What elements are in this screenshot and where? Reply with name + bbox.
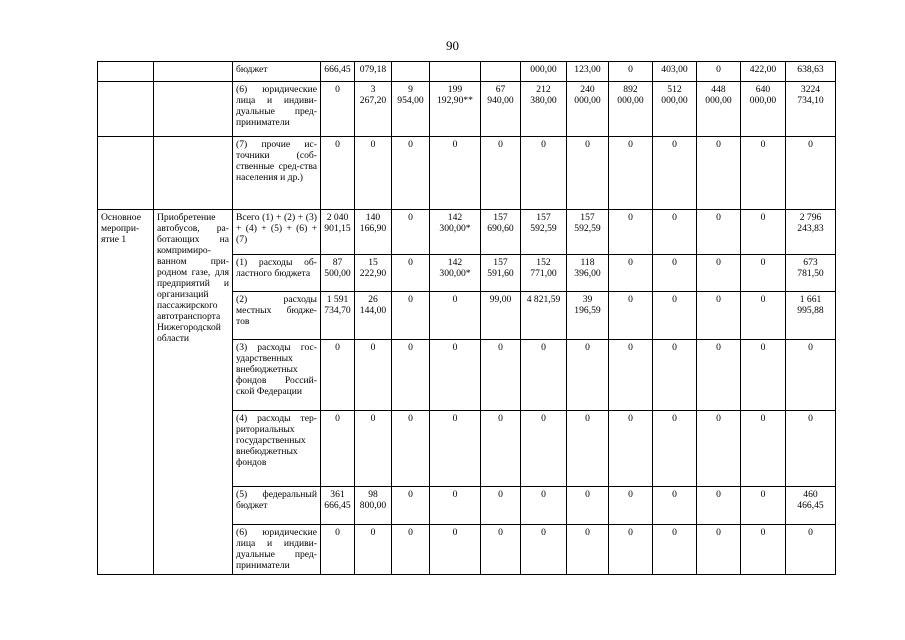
value-cell: 0 — [741, 255, 786, 292]
value-cell: 0 — [697, 411, 741, 487]
value-cell: 157 592,59 — [521, 210, 567, 255]
table-row — [98, 62, 836, 82]
empty-cell — [98, 137, 154, 210]
value-cell: 640 000,00 — [741, 82, 786, 137]
value-cell: 152 771,00 — [521, 255, 567, 292]
value-cell: 87 500,00 — [321, 255, 355, 292]
budget-table — [97, 61, 836, 575]
value-cell: 361 666,45 — [321, 487, 355, 525]
value-cell: 0 — [430, 340, 481, 411]
value-cell: 240 000,00 — [567, 82, 609, 137]
row-label: (5) федеральный бюджет — [233, 487, 321, 525]
value-cell — [430, 62, 481, 82]
value-cell: 98 800,00 — [355, 487, 392, 525]
value-cell: 422,00 — [741, 62, 786, 82]
value-cell: 0 — [609, 255, 653, 292]
value-cell: 0 — [321, 137, 355, 210]
row-label: Всего (1) + (2) + (3) + (4) + (5) + (6) + (7) — [233, 210, 321, 255]
value-cell — [481, 62, 521, 82]
event-title: Основное меропри-ятие 1 — [98, 210, 154, 575]
value-cell: 0 — [609, 210, 653, 255]
value-cell: 140 166,90 — [355, 210, 392, 255]
empty-cell — [98, 82, 154, 137]
row-label: (2) расходы местных бюдже-тов — [233, 292, 321, 340]
value-cell: 0 — [521, 525, 567, 575]
value-cell: 0 — [609, 487, 653, 525]
value-cell: 0 — [392, 411, 430, 487]
value-cell: 118 396,00 — [567, 255, 609, 292]
value-cell: 0 — [567, 525, 609, 575]
value-cell: 0 — [653, 255, 697, 292]
empty-cell — [154, 137, 233, 210]
row-label: (3) расходы гос-ударственных внебюджетных фондов Россий-ской Федерации — [233, 340, 321, 411]
value-cell: 157 591,60 — [481, 255, 521, 292]
value-cell: 0 — [653, 525, 697, 575]
value-cell: 0 — [697, 137, 741, 210]
value-cell: 4 821,59 — [521, 292, 567, 340]
value-cell: 0 — [321, 411, 355, 487]
value-cell: 0 — [355, 525, 392, 575]
value-cell: 512 000,00 — [653, 82, 697, 137]
value-cell: 0 — [741, 525, 786, 575]
value-cell: 0 — [741, 487, 786, 525]
value-cell: 0 — [521, 487, 567, 525]
value-cell: 3 267,20 — [355, 82, 392, 137]
value-cell: 1 661 995,88 — [786, 292, 836, 340]
value-cell: 0 — [321, 82, 355, 137]
value-cell: 0 — [567, 487, 609, 525]
value-cell: 0 — [653, 292, 697, 340]
value-cell: 0 — [609, 411, 653, 487]
value-cell: 67 940,00 — [481, 82, 521, 137]
value-cell: 199 192,90** — [430, 82, 481, 137]
row-label: (7) прочие ис-точники (соб-ственные сред-ства населения и др.) — [233, 137, 321, 210]
value-cell: 0 — [392, 292, 430, 340]
value-cell: 0 — [430, 292, 481, 340]
value-cell: 0 — [481, 525, 521, 575]
value-cell: 0 — [430, 487, 481, 525]
value-cell: 0 — [653, 210, 697, 255]
row-label: (6) юридические лица и индиви-дуальные пред-приниматели — [233, 82, 321, 137]
value-cell: 15 222,90 — [355, 255, 392, 292]
value-cell: 0 — [653, 411, 697, 487]
value-cell: 9 954,00 — [392, 82, 430, 137]
value-cell: 26 144,00 — [355, 292, 392, 340]
value-cell: 0 — [697, 340, 741, 411]
value-cell: 0 — [321, 340, 355, 411]
value-cell: 0 — [430, 525, 481, 575]
value-cell: 142 300,00* — [430, 255, 481, 292]
value-cell: 0 — [741, 292, 786, 340]
value-cell: 0 — [653, 137, 697, 210]
value-cell — [392, 62, 430, 82]
value-cell: 0 — [567, 340, 609, 411]
row-label: (1) расходы об-ластного бюджета — [233, 255, 321, 292]
value-cell: 0 — [392, 210, 430, 255]
value-cell: 0 — [430, 137, 481, 210]
value-cell: 0 — [609, 340, 653, 411]
value-cell: 0 — [697, 210, 741, 255]
value-cell: 157 592,59 — [567, 210, 609, 255]
value-cell: 2 796 243,83 — [786, 210, 836, 255]
value-cell: 3224 734,10 — [786, 82, 836, 137]
value-cell: 638,63 — [786, 62, 836, 82]
empty-cell — [98, 62, 154, 82]
value-cell: 0 — [786, 411, 836, 487]
value-cell: 0 — [392, 487, 430, 525]
value-cell: 403,00 — [653, 62, 697, 82]
value-cell: 0 — [697, 292, 741, 340]
value-cell: 212 380,00 — [521, 82, 567, 137]
value-cell: 0 — [355, 137, 392, 210]
value-cell: 0 — [786, 525, 836, 575]
value-cell: 99,00 — [481, 292, 521, 340]
value-cell: 0 — [653, 487, 697, 525]
table-row — [98, 137, 836, 210]
value-cell: 0 — [521, 340, 567, 411]
value-cell: 079,18 — [355, 62, 392, 82]
empty-cell — [154, 62, 233, 82]
table-row — [98, 82, 836, 137]
value-cell: 0 — [567, 411, 609, 487]
value-cell: 0 — [355, 340, 392, 411]
value-cell: 0 — [392, 255, 430, 292]
value-cell: 1 591 734,70 — [321, 292, 355, 340]
value-cell: 0 — [392, 525, 430, 575]
value-cell: 666,45 — [321, 62, 355, 82]
value-cell: 0 — [697, 525, 741, 575]
value-cell: 0 — [481, 487, 521, 525]
value-cell: 0 — [741, 210, 786, 255]
row-label: бюджет — [233, 62, 321, 82]
value-cell: 0 — [392, 340, 430, 411]
value-cell: 0 — [609, 292, 653, 340]
value-cell: 39 196,59 — [567, 292, 609, 340]
value-cell: 123,00 — [567, 62, 609, 82]
table-body — [98, 62, 836, 575]
value-cell: 000,00 — [521, 62, 567, 82]
value-cell: 0 — [355, 411, 392, 487]
value-cell: 0 — [609, 525, 653, 575]
row-label: (6) юридические лица и индиви-дуальные пред-приниматели — [233, 525, 321, 575]
table-row — [98, 210, 836, 255]
value-cell: 0 — [786, 137, 836, 210]
value-cell: 0 — [481, 411, 521, 487]
value-cell: 0 — [521, 137, 567, 210]
value-cell: 0 — [321, 525, 355, 575]
value-cell: 0 — [741, 340, 786, 411]
value-cell: 0 — [697, 62, 741, 82]
value-cell: 142 300,00* — [430, 210, 481, 255]
value-cell: 460 466,45 — [786, 487, 836, 525]
value-cell: 0 — [481, 137, 521, 210]
value-cell: 0 — [430, 411, 481, 487]
value-cell: 0 — [392, 137, 430, 210]
value-cell: 673 781,50 — [786, 255, 836, 292]
value-cell: 0 — [697, 255, 741, 292]
value-cell: 0 — [609, 62, 653, 82]
page-number: 90 — [446, 38, 459, 53]
value-cell: 892 000,00 — [609, 82, 653, 137]
value-cell: 0 — [567, 137, 609, 210]
value-cell: 0 — [741, 137, 786, 210]
value-cell: 0 — [786, 340, 836, 411]
value-cell: 0 — [609, 137, 653, 210]
value-cell: 2 040 901,15 — [321, 210, 355, 255]
row-label: (4) расходы тер-риториальных государственных внебюджетных фондов — [233, 411, 321, 487]
value-cell: 448 000,00 — [697, 82, 741, 137]
value-cell: 0 — [653, 340, 697, 411]
value-cell: 0 — [521, 411, 567, 487]
value-cell: 0 — [697, 487, 741, 525]
value-cell: 0 — [481, 340, 521, 411]
value-cell: 0 — [741, 411, 786, 487]
value-cell: 157 690,60 — [481, 210, 521, 255]
empty-cell — [154, 82, 233, 137]
event-description: Приобретение автобусов, ра-ботающих на компримиро-ванном при-родном газе, для предприятий и организаций пассажирского автотранспорта Нижегородской области — [154, 210, 233, 575]
